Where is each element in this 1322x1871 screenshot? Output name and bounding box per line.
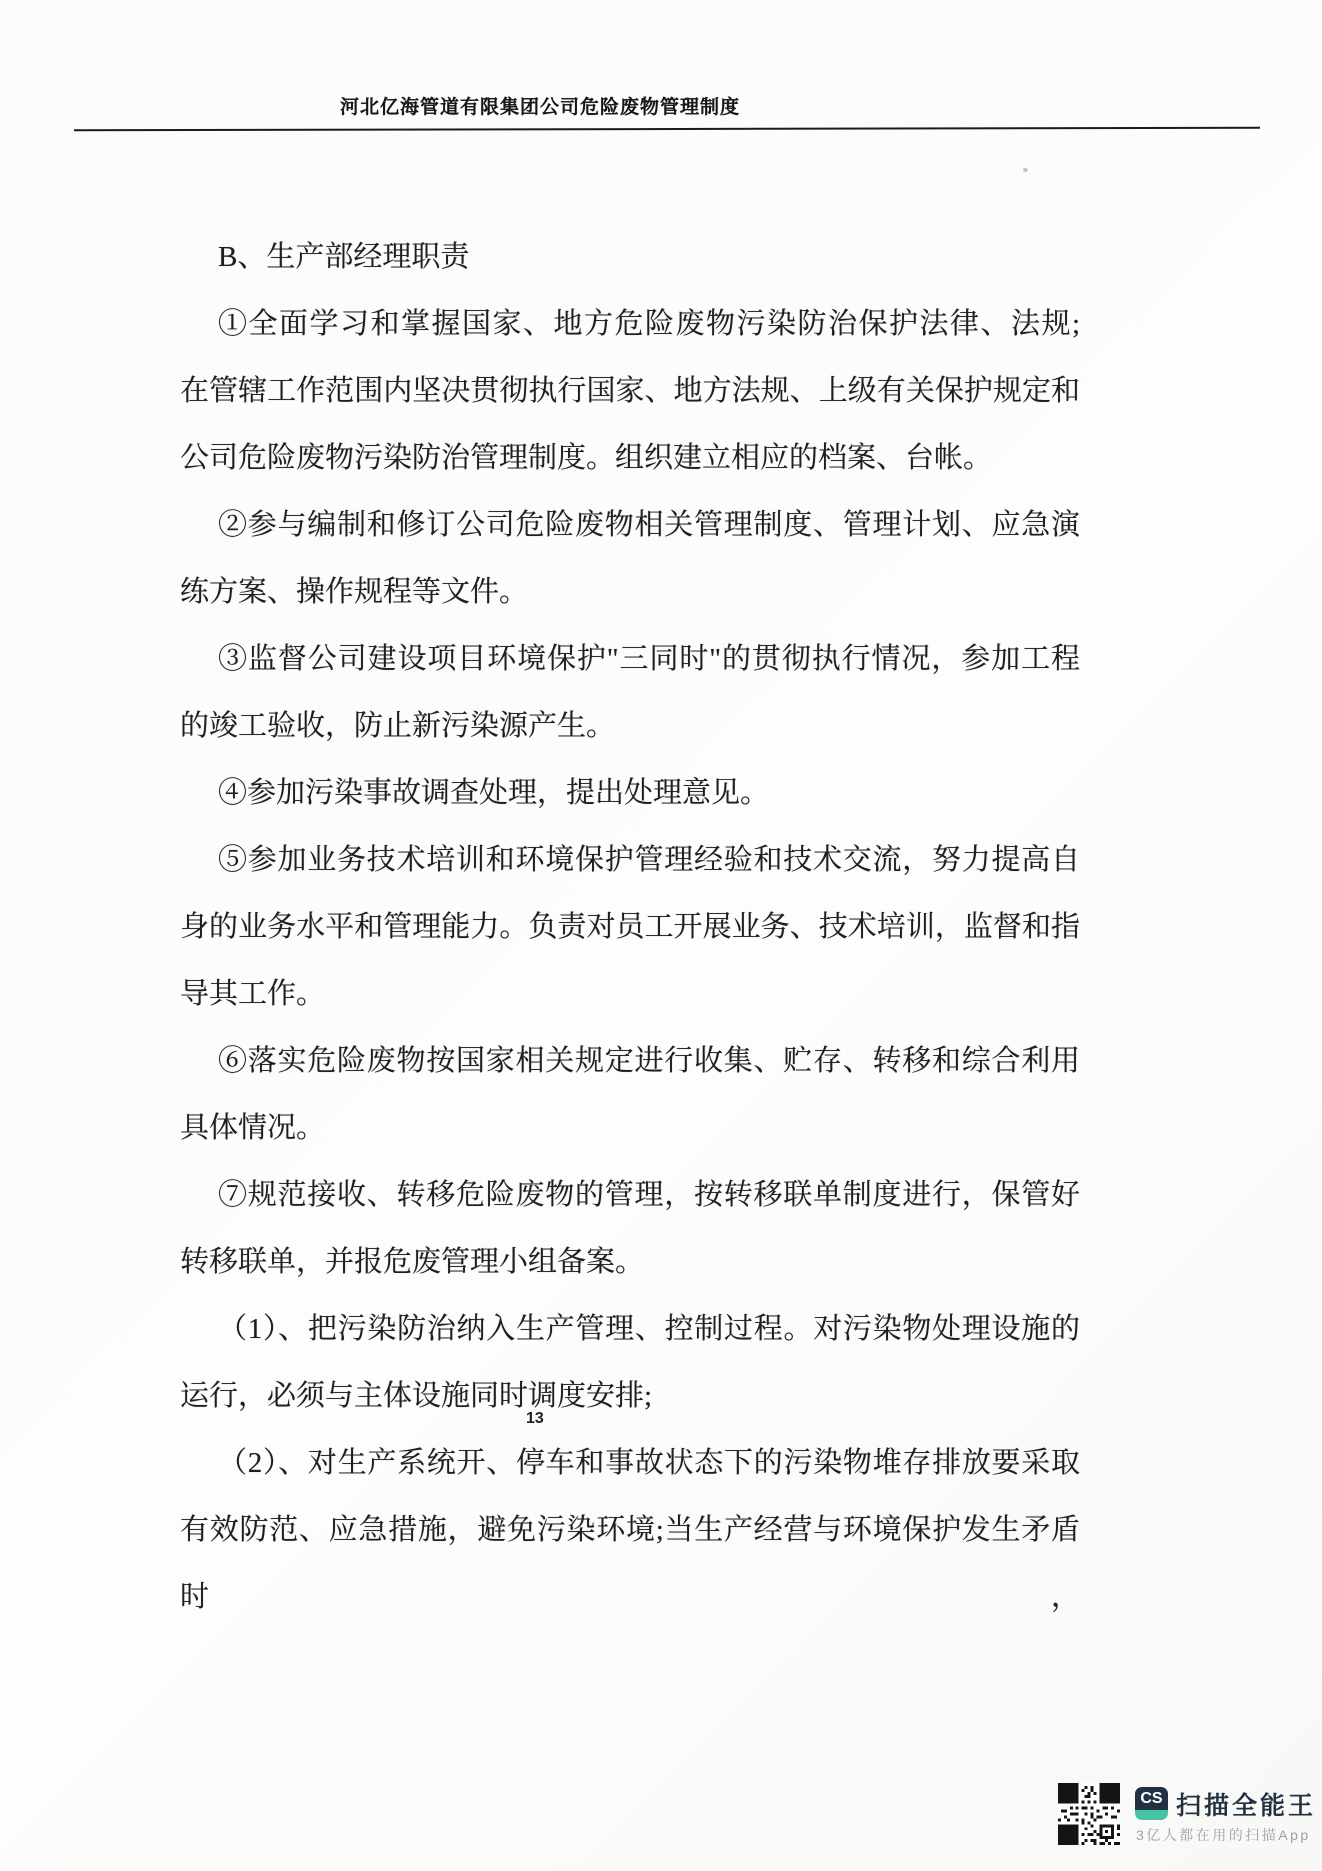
page-header-title: 河北亿海管道有限集团公司危险废物管理制度: [340, 97, 741, 118]
document-line: ⑥落实危险废物按国家相关规定进行收集、贮存、转移和综合利用: [218, 1045, 1080, 1077]
document-line: 身的业务水平和管理能力。负责对员工开展业务、技术培训，监督和指: [180, 911, 1080, 943]
document-line: 的竣工验收，防止新污染源产生。: [180, 710, 616, 742]
document-line: （2）、对生产系统开、停车和事故状态下的污染物堆存排放要采取: [218, 1447, 1080, 1479]
camscanner-app-name: 扫描全能王: [1176, 1792, 1317, 1820]
document-line: ①全面学习和掌握国家、地方危险废物污染防治保护法律、法规;: [218, 308, 1080, 340]
camscanner-logo-icon: CS: [1135, 1787, 1168, 1820]
qr-code-icon: [1058, 1783, 1120, 1845]
document-line: ⑤参加业务技术培训和环境保护管理经验和技术交流，努力提高自: [218, 844, 1080, 876]
document-line: 具体情况。: [180, 1112, 326, 1144]
document-line: 公司危险废物污染防治管理制度。组织建立相应的档案、台帐。: [180, 442, 993, 474]
document-line: ④参加污染事故调查处理，提出处理意见。: [218, 777, 770, 809]
document-body: [180, 224, 1080, 1613]
document-line: 转移联单，并报危废管理小组备案。: [180, 1246, 645, 1278]
document-line: 导其工作。: [180, 978, 326, 1010]
document-line: 在管辖工作范围内坚决贯彻执行国家、地方法规、上级有关保护规定和: [180, 375, 1080, 407]
camscanner-watermark: [1058, 1783, 1317, 1849]
document-line: 练方案、操作规程等文件。: [180, 576, 529, 608]
camscanner-tagline: 3亿人都在用的扫描App: [1136, 1827, 1311, 1843]
document-line: ②参与编制和修订公司危险废物相关管理制度、管理计划、应急演: [218, 509, 1080, 541]
document-line: 有效防范、应急措施，避免污染环境;当生产经营与环境保护发生矛盾时，: [180, 1514, 1080, 1613]
document-line: （1）、把污染防治纳入生产管理、控制过程。对污染物处理设施的: [218, 1313, 1080, 1345]
document-line: ⑦规范接收、转移危险废物的管理，按转移联单制度进行，保管好: [218, 1179, 1080, 1211]
scan-speck: [1022, 167, 1028, 172]
document-line: B、生产部经理职责: [218, 241, 470, 273]
page-number: 13: [526, 1410, 544, 1427]
document-line: ③监督公司建设项目环境保护"三同时"的贯彻执行情况，参加工程: [218, 643, 1080, 675]
document-line: 运行，必须与主体设施同时调度安排;: [180, 1380, 653, 1412]
header-rule: [74, 127, 1260, 131]
